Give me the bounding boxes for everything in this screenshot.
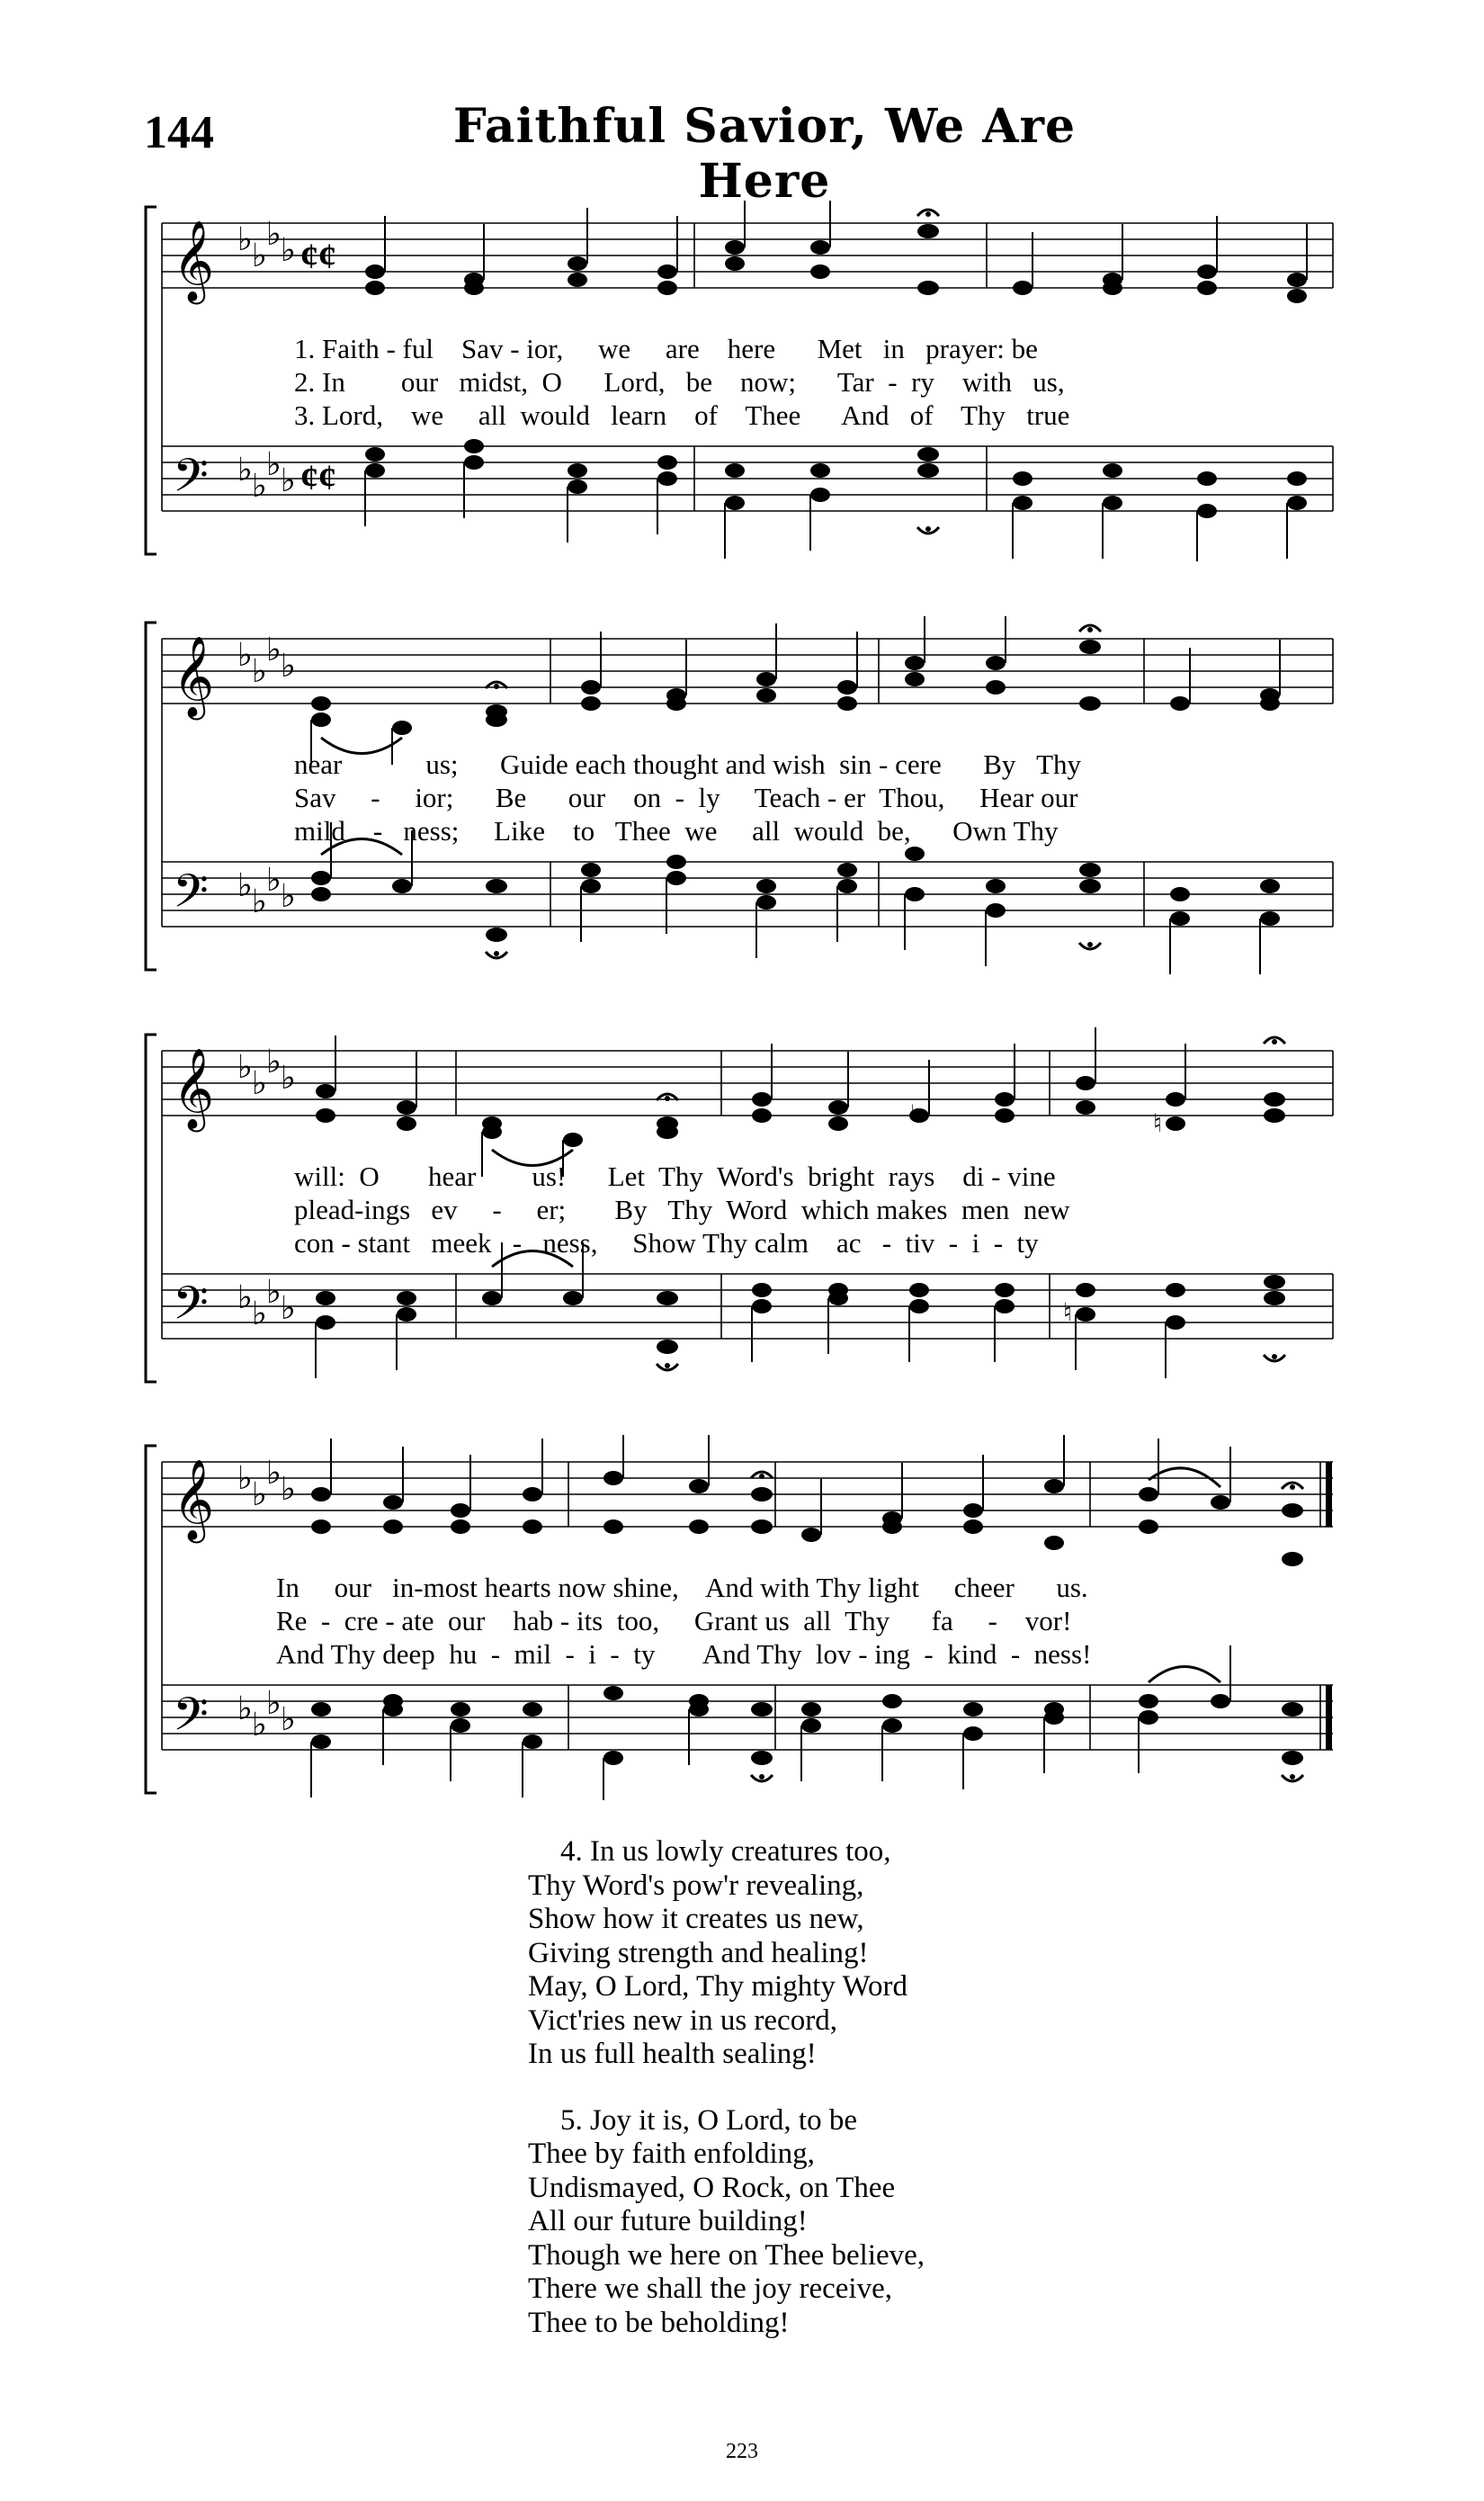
lyric-verse-2: plead-ings ev - er; By Thy Word which makes men new <box>294 1194 1070 1225</box>
lyric-verse-3: 3. Lord, we all would learn of Thee And of Thy true <box>294 399 1070 431</box>
svg-text:♭: ♭ <box>281 1471 296 1507</box>
lyric-verse-1: 1. Faith - ful Sav - ior, we are here Met in prayer: be <box>294 333 1038 364</box>
svg-text:𝄢: 𝄢 <box>173 448 209 514</box>
svg-text:♭: ♭ <box>266 1455 282 1491</box>
svg-text:♮: ♮ <box>910 1101 920 1129</box>
svg-text:𝄞: 𝄞 <box>173 220 215 301</box>
svg-text:¢¢: ¢¢ <box>300 236 336 276</box>
lyric-verse-3: And Thy deep hu - mil - i - ty And Thy lov - ing - kind - ness! <box>276 1638 1092 1670</box>
svg-text:♭: ♭ <box>266 1685 282 1721</box>
stanza-line: Thee to be beholding! <box>528 2306 790 2339</box>
svg-text:𝄞: 𝄞 <box>173 1048 215 1129</box>
lyric-verse-1: near us; Guide each thought and wish sin - cere By Thy <box>294 749 1082 780</box>
svg-text:♭: ♭ <box>237 1690 253 1726</box>
svg-text:♭: ♭ <box>266 862 282 898</box>
svg-text:♭: ♭ <box>237 221 253 257</box>
stanza-line: 5. Joy it is, O Lord, to be <box>560 2103 857 2137</box>
svg-text:♭: ♭ <box>266 1044 282 1080</box>
svg-text:♭: ♭ <box>237 452 253 488</box>
svg-text:♮: ♮ <box>1063 1299 1073 1327</box>
svg-text:♭: ♭ <box>281 1060 296 1096</box>
music-system-1 <box>137 196 1342 565</box>
stanza-line: 4. In us lowly creatures too, <box>560 1835 891 1868</box>
svg-text:♭: ♭ <box>281 648 296 684</box>
hymn-number: 144 <box>144 107 214 158</box>
svg-text:♭: ♭ <box>237 637 253 673</box>
svg-text:♭: ♭ <box>281 1701 296 1737</box>
stanza-line: Show how it creates us new, <box>528 1903 864 1935</box>
svg-text:♭: ♭ <box>252 883 267 919</box>
stanza-line: May, O Lord, Thy mighty Word <box>528 1970 908 2003</box>
svg-text:♭: ♭ <box>252 468 267 504</box>
lyric-verse-2: Re - cre - ate our hab - its too, Grant us all Thy fa - vor! <box>276 1605 1072 1636</box>
svg-text:♭: ♭ <box>237 1049 253 1085</box>
svg-text:♮: ♮ <box>1153 1110 1163 1138</box>
stanza-line: There we shall the joy receive, <box>528 2272 892 2305</box>
page-number: 223 <box>726 2440 758 2463</box>
svg-text:♭: ♭ <box>237 1279 253 1315</box>
svg-text:𝄢: 𝄢 <box>173 864 209 929</box>
stanza-line: Giving strength and healing! <box>528 1936 869 1969</box>
svg-text:♭: ♭ <box>281 462 296 498</box>
svg-text:𝄞: 𝄞 <box>173 636 215 717</box>
svg-text:♭: ♭ <box>237 1460 253 1496</box>
additional-stanzas <box>528 1835 925 2372</box>
svg-text:¢¢: ¢¢ <box>300 457 336 498</box>
svg-text:♭: ♭ <box>281 878 296 914</box>
svg-text:♭: ♭ <box>252 1295 267 1331</box>
stanza-line: In us full health sealing! <box>528 2038 817 2070</box>
svg-text:♭: ♭ <box>266 446 282 482</box>
svg-text:♭: ♭ <box>281 1290 296 1326</box>
stanza-line: Undismayed, O Rock, on Thee <box>528 2171 896 2204</box>
svg-text:♭: ♭ <box>237 867 253 903</box>
stanza-line: All our future building! <box>528 2205 808 2237</box>
music-system-4 <box>137 1435 1342 1804</box>
svg-text:♭: ♭ <box>252 1065 267 1101</box>
svg-text:𝄢: 𝄢 <box>173 1687 209 1752</box>
svg-text:♭: ♭ <box>266 216 282 252</box>
hymn-title: Faithful Savior, We Are Here <box>452 99 1077 209</box>
stanza-line: Though we here on Thee believe, <box>528 2238 925 2272</box>
lyric-verse-3: con - stant meek - ness, Show Thy calm ac - tiv - i - ty <box>294 1227 1039 1259</box>
stanza-5 <box>528 2104 925 2341</box>
lyric-verse-2: 2. In our midst, O Lord, be now; Tar - ry with us, <box>294 366 1065 398</box>
svg-text:♭: ♭ <box>252 1707 267 1743</box>
stanza-line: Thy Word's pow'r revealing, <box>528 1869 864 1902</box>
svg-text:♭: ♭ <box>266 632 282 668</box>
svg-text:𝄢: 𝄢 <box>173 1276 209 1341</box>
svg-text:♭: ♭ <box>281 232 296 268</box>
svg-text:♭: ♭ <box>252 238 267 273</box>
stanza-line: Thee by faith enfolding, <box>528 2138 815 2170</box>
svg-text:♭: ♭ <box>252 1476 267 1512</box>
stanza-4 <box>528 1835 925 2072</box>
svg-text:♭: ♭ <box>252 653 267 689</box>
music-system-2 <box>137 612 1342 981</box>
lyric-verse-2: Sav - ior; Be our on - ly Teach - er Thou, Hear our <box>294 782 1078 813</box>
lyric-verse-1: In our in-most hearts now shine, And with Thy light cheer us. <box>276 1572 1088 1603</box>
stanza-line: Vict'ries new in us record, <box>528 2003 837 2037</box>
svg-text:𝄞: 𝄞 <box>173 1459 215 1540</box>
music-system-3 <box>137 1024 1342 1393</box>
svg-text:♭: ♭ <box>266 1274 282 1310</box>
lyric-verse-1: will: O hear us! Let Thy Word's bright rays di - vine <box>294 1161 1056 1192</box>
lyric-verse-3: mild - ness; Like to Thee we all would be, Own Thy <box>294 815 1059 847</box>
